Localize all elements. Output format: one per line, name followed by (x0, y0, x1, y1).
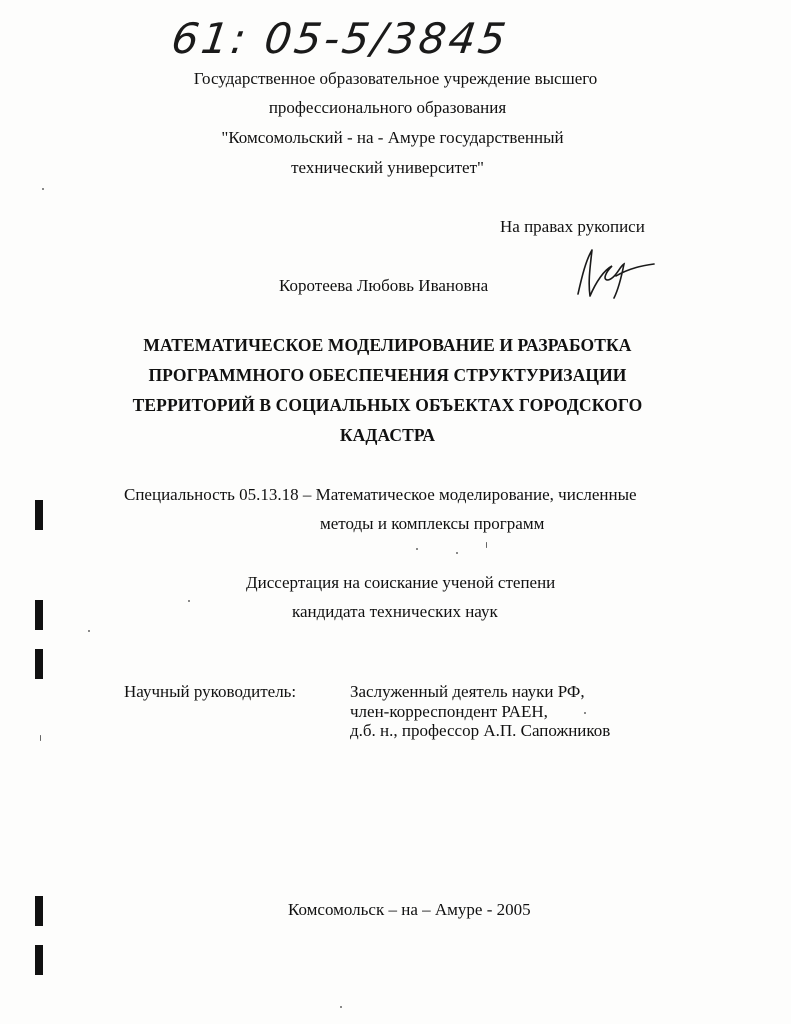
institution-line-4: технический университет" (291, 158, 484, 177)
institution-line-1: Государственное образовательное учреждение высшего (193, 69, 598, 88)
advisor-line-2: член-корреспондент РАЕН, (350, 702, 548, 721)
city-year-footer: Комсомольск – на – Амуре - 2005 (288, 900, 531, 919)
scan-speck (188, 600, 190, 602)
advisor-label: Научный руководитель: (124, 682, 297, 701)
dissertation-line-2: кандидата технических наук (292, 602, 498, 621)
scan-speck (456, 552, 458, 554)
scan-margin-mark (35, 896, 43, 926)
specialty-line-2: методы и комплексы программ (320, 514, 545, 533)
institution-line-3: "Комсомольский - на - Амуре государственный (221, 128, 564, 147)
scan-margin-mark (35, 500, 43, 530)
institution-line-2: профессионального образования (268, 98, 507, 117)
scan-margin-mark (35, 649, 43, 679)
advisor-line-3: д.б. н., профессор А.П. Сапожников (350, 721, 611, 740)
scan-speck (486, 542, 487, 548)
advisor-line-1: Заслуженный деятель науки РФ, (350, 682, 585, 701)
scan-margin-mark (35, 600, 43, 630)
scan-speck (584, 712, 586, 714)
author-name: Коротеева Любовь Ивановна (279, 276, 489, 295)
thesis-title-line-3: ТЕРРИТОРИЙ В СОЦИАЛЬНЫХ ОБЪЕКТАХ ГОРОДСКОГО (132, 395, 643, 415)
thesis-title-line-2: ПРОГРАММНОГО ОБЕСПЕЧЕНИЯ СТРУКТУРИЗАЦИИ (148, 365, 627, 385)
author-signature (568, 246, 663, 301)
scan-speck (340, 1006, 342, 1008)
specialty-line-1: Специальность 05.13.18 – Математическое моделирование, численные (124, 485, 637, 504)
scan-speck (40, 735, 41, 741)
manuscript-rights-note: На правах рукописи (500, 217, 645, 236)
thesis-title-line-4: КАДАСТРА (339, 425, 436, 445)
scan-speck (416, 548, 418, 550)
scan-speck (88, 630, 90, 632)
dissertation-line-1: Диссертация на соискание ученой степени (246, 573, 556, 592)
handwritten-catalog-number: 61: 05-5/3845 (168, 14, 512, 63)
scan-speck (42, 188, 44, 190)
thesis-title-line-1: МАТЕМАТИЧЕСКОЕ МОДЕЛИРОВАНИЕ И РАЗРАБОТКА (143, 335, 632, 355)
scan-margin-mark (35, 945, 43, 975)
